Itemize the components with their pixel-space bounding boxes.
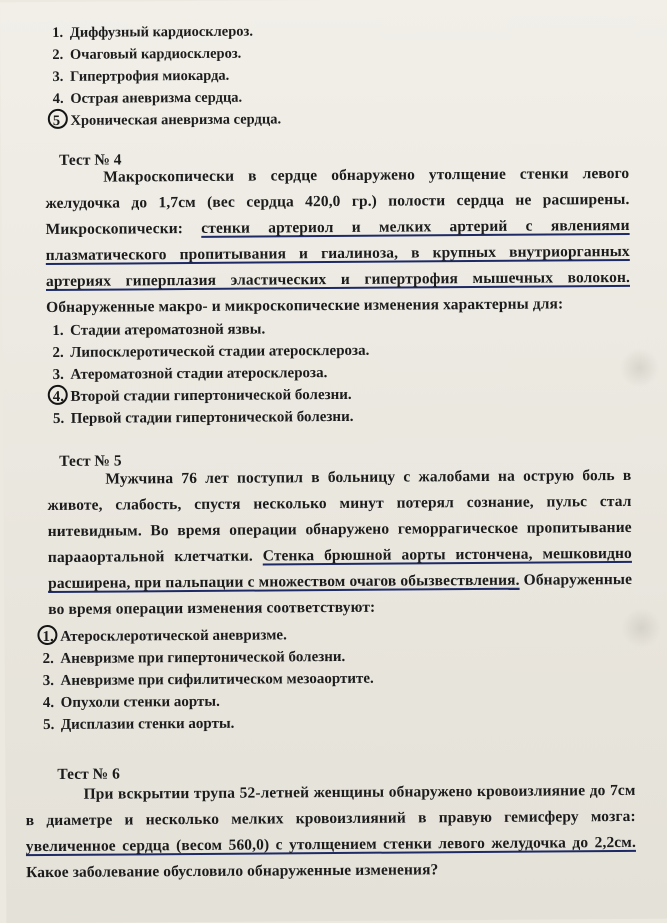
answer-circle-mark [48,109,68,129]
scan-shadow-mark [621,608,661,648]
answer-circle-mark [37,625,57,645]
prev-answer-1[interactable]: 1. Диффузный кардиосклероз. [52,23,253,41]
test-5-underlined-text: Стенка брюшной аорты истончена, мешковидно расширена, при пальпации с множеством очагов обызвествления. [48,544,632,593]
test-4-answer-5[interactable]: 5. Первой стадии гипертонической болезни. [52,408,354,427]
test-6-title: Тест № 6 [57,765,120,783]
test-5-answer-1[interactable]: 1. Атеросклеротической аневризме. [42,624,373,648]
prev-answer-2[interactable]: 2. Очаговый кардиосклероз. [52,45,242,63]
test-5-answers [42,624,374,736]
test-4-underlined-text: стенки артериол и мелких артерий с явлениями плазматического пропитывания и гиалиноза, в крупных внутриорганных артериях гиперплазия эластических и гипертрофия мышечных волокон. [45,216,631,291]
previous-answers-list [52,20,281,132]
test-4-answer-3[interactable]: 3. Атероматозной стадии атеросклероза. [52,365,328,383]
test-5-answer-3[interactable]: 3. Аневризме при сифилитическом мезоаортите. [42,670,374,690]
scan-shadow-mark [619,348,659,388]
test-4-title: Тест № 4 [59,151,122,169]
prev-answer-5[interactable]: 5 Хроническая аневризма сердца. [53,108,281,132]
answer-circle-mark [48,385,68,405]
test-4-answers [52,318,370,430]
test-5-answer-4[interactable]: 4. Опухоли стенки аорты. [42,693,220,712]
test-4-question: Макроскопически в сердце обнаружено утолщение стенки левого желудочка до 1,7см (вес сердца 420,0 гр.) полости сердца не расширены. Микроскопически: стенки артериол и мелких артерий с явлениями плазматического пропитывания и гиалиноза, в крупных внутриорганных артериях гиперплазия эластических и гипертрофия мышечных волокон. Обнаруженные макро- и микроскопические изменения характерны для: [45,164,631,317]
test-6-underlined-text: увеличенное сердца (весом 560,0) с утолщением стенки левого желудочка до 2,2см. [25,833,636,856]
prev-answer-4[interactable]: 4. Острая аневризма сердца. [52,89,243,107]
test-4-answer-1[interactable]: 1. Стадии атероматозной язвы. [52,321,266,339]
test-5-answer-2[interactable]: 2. Аневризме при гипертонической болезни. [42,648,346,668]
test-5-question: Мужчина 76 лет поступил в больницу с жалобами на острую боль в животе, слабость, спустя несколько минут потерял сознание, пульс стал нитевидным. Во время операции обнаружено геморрагическое пропитывание парааортальной клетчатки. Стенка брюшной аорты истончена, мешковидно расширена, при пальпации с множеством очагов обызвествления. Обнаруженные во время операции изменения соответствуют: [47,466,633,619]
test-5-answer-5[interactable]: 5. Дисплазии стенки аорты. [42,715,235,734]
test-4-answer-4[interactable]: 4. Второй стадии гипертонической болезни. [53,384,370,408]
prev-answer-3[interactable]: 3. Гипертрофия миокарда. [52,67,230,85]
test-4-answer-2[interactable]: 2. Липосклеротической стадии атеросклероза. [52,342,370,361]
test-5-title: Тест № 5 [59,452,122,470]
test-6-question: При вскрытии трупа 52-летней женщины обнаружено кровоизлияние до 7см в диаметре и несколько мелких кровоизлияний в правую гемисферу мозга: увеличенное сердца (весом 560,0) с утолщением стенки левого желудочка до 2,2см. Какое заболевание обусловило обнаруженные изменения? [25,781,636,882]
